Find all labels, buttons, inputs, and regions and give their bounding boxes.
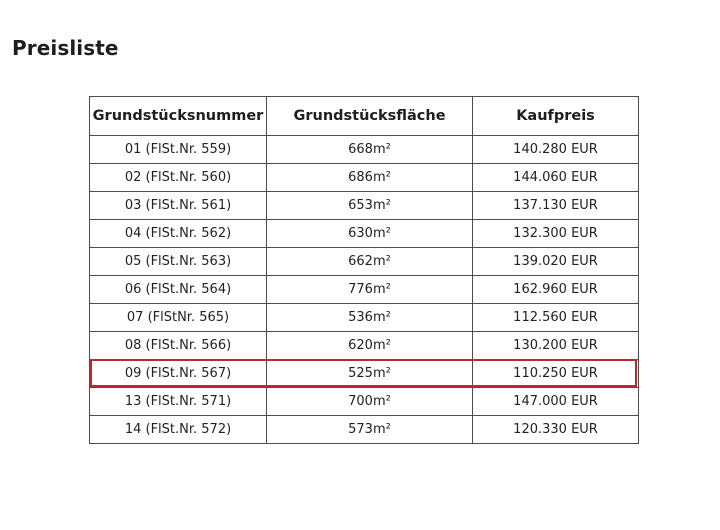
plot-number-cell: 13 (FlSt.Nr. 571): [90, 388, 267, 416]
price-cell: 144.060 EUR: [473, 164, 639, 192]
table-row: [90, 136, 639, 164]
plot-number-cell: 02 (FlSt.Nr. 560): [90, 164, 267, 192]
price-cell: 137.130 EUR: [473, 192, 639, 220]
plot-area-cell: 776m²: [267, 276, 473, 304]
plot-area-cell: 525m²: [267, 360, 473, 388]
plot-number-cell: 14 (FlSt.Nr. 572): [90, 416, 267, 444]
header-grundstuecksnummer: Grundstücksnummer: [90, 97, 267, 136]
plot-area-cell: 686m²: [267, 164, 473, 192]
table-row: [90, 220, 639, 248]
plot-number-cell: 03 (FlSt.Nr. 561): [90, 192, 267, 220]
plot-area-cell: 536m²: [267, 304, 473, 332]
price-cell: 162.960 EUR: [473, 276, 639, 304]
table-row: [90, 192, 639, 220]
plot-number-cell: 05 (FlSt.Nr. 563): [90, 248, 267, 276]
price-cell: 130.200 EUR: [473, 332, 639, 360]
price-cell: 110.250 EUR: [473, 360, 639, 388]
price-table: [89, 96, 639, 444]
page-title: Preisliste: [12, 36, 119, 60]
price-cell: 120.330 EUR: [473, 416, 639, 444]
price-cell: 139.020 EUR: [473, 248, 639, 276]
table-row: [90, 304, 639, 332]
table-row-highlighted: [90, 360, 639, 388]
header-grundstuecksflaeche: Grundstücksfläche: [267, 97, 473, 136]
plot-number-cell: 08 (FlSt.Nr. 566): [90, 332, 267, 360]
price-cell: 132.300 EUR: [473, 220, 639, 248]
plot-area-cell: 668m²: [267, 136, 473, 164]
plot-area-cell: 700m²: [267, 388, 473, 416]
plot-area-cell: 573m²: [267, 416, 473, 444]
table-row: [90, 388, 639, 416]
plot-area-cell: 662m²: [267, 248, 473, 276]
table-row: [90, 248, 639, 276]
plot-number-cell: 01 (FlSt.Nr. 559): [90, 136, 267, 164]
header-kaufpreis: Kaufpreis: [473, 97, 639, 136]
plot-area-cell: 630m²: [267, 220, 473, 248]
table-row: [90, 332, 639, 360]
table-row: [90, 164, 639, 192]
table-header-row: [90, 97, 639, 136]
plot-area-cell: 620m²: [267, 332, 473, 360]
plot-number-cell: 07 (FlStNr. 565): [90, 304, 267, 332]
plot-number-cell: 09 (FlSt.Nr. 567): [90, 360, 267, 388]
price-cell: 112.560 EUR: [473, 304, 639, 332]
price-table-container: [89, 96, 638, 443]
plot-number-cell: 06 (FlSt.Nr. 564): [90, 276, 267, 304]
plot-area-cell: 653m²: [267, 192, 473, 220]
price-cell: 140.280 EUR: [473, 136, 639, 164]
price-cell: 147.000 EUR: [473, 388, 639, 416]
table-row: [90, 276, 639, 304]
plot-number-cell: 04 (FlSt.Nr. 562): [90, 220, 267, 248]
table-row: [90, 416, 639, 444]
